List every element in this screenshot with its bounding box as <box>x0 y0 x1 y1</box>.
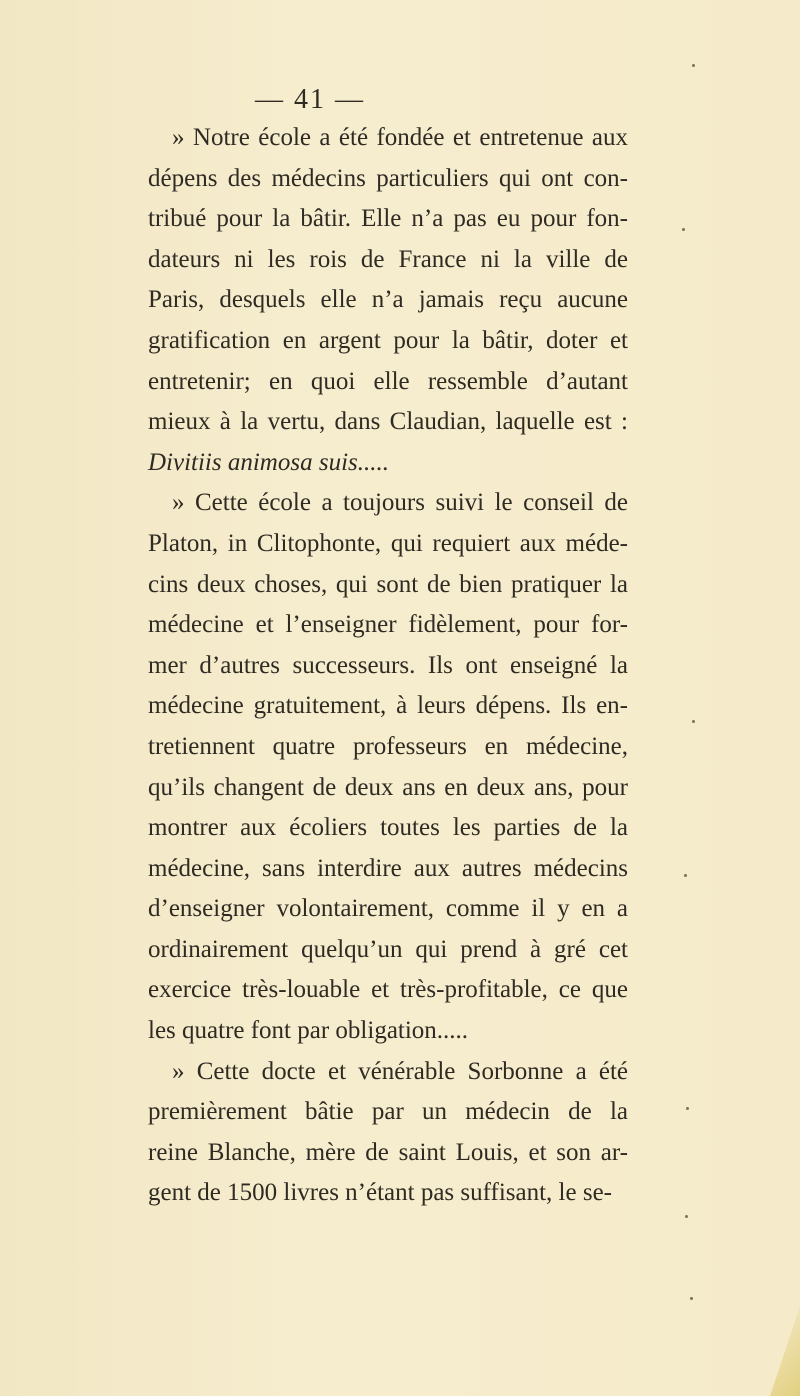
text-line: gent de 1500 livres n’étant pas suffisant, le se- <box>148 1179 613 1207</box>
text-line: ordinairement quelqu’un qui prend à gré cet <box>148 935 628 963</box>
text-line: mieux à la vertu, dans Claudian, laquelle est : <box>148 408 628 436</box>
text-line: médecine gratuitement, à leurs dépens. Ils en- <box>148 692 628 720</box>
ink-speck <box>692 64 695 67</box>
ink-speck <box>682 228 685 231</box>
text-line: qu’ils changent de deux ans en deux ans, pour <box>148 773 628 801</box>
ink-speck <box>684 874 687 877</box>
page-corner-stain <box>770 1306 800 1396</box>
text-line: tretiennent quatre professeurs en médecine, <box>148 732 628 760</box>
text-line: cins deux choses, qui sont de bien pratiquer la <box>148 570 628 598</box>
text-line: premièrement bâtie par un médecin de la <box>148 1098 628 1126</box>
text-line: » Cette école a toujours suivi le conseil de <box>172 489 628 517</box>
text-line: dateurs ni les rois de France ni la ville de <box>148 245 628 273</box>
ink-speck <box>692 720 695 723</box>
text-line: » Cette docte et vénérable Sorbonne a été <box>172 1057 628 1085</box>
text-line: entretenir; en quoi elle ressemble d’autant <box>148 367 628 395</box>
text-line: mer d’autres successeurs. Ils ont enseigné la <box>148 651 628 679</box>
text-line: les quatre font par obligation..... <box>148 1017 469 1045</box>
ink-speck <box>686 1107 689 1110</box>
page-number: — 41 — <box>255 84 365 115</box>
text-line: montrer aux écoliers toutes les parties de la <box>148 814 628 842</box>
ink-speck <box>690 1297 693 1300</box>
text-line: tribué pour la bâtir. Elle n’a pas eu pour fon- <box>148 205 628 233</box>
text-line: » Notre école a été fondée et entretenue aux <box>172 124 628 151</box>
text-line: reine Blanche, mère de saint Louis, et son ar- <box>148 1138 628 1166</box>
body-text <box>148 118 628 1214</box>
text-line: dépens des médecins particuliers qui ont con- <box>148 164 628 192</box>
text-line: Platon, in Clitophonte, qui requiert aux méde- <box>148 529 628 557</box>
text-line: médecine et l’enseigner fidèlement, pour for- <box>148 611 628 639</box>
text-line: médecine, sans interdire aux autres médecins <box>148 854 628 882</box>
text-line: d’enseigner volontairement, comme il y en a <box>148 895 628 923</box>
ink-speck <box>685 1215 688 1218</box>
text-line: gratification en argent pour la bâtir, doter et <box>148 326 628 354</box>
text-line: exercice très-louable et très-profitable, ce que <box>148 976 628 1004</box>
latin-quotation: Divitiis animosa suis..... <box>148 448 389 476</box>
text-line: Paris, desquels elle n’a jamais reçu aucune <box>148 286 628 314</box>
